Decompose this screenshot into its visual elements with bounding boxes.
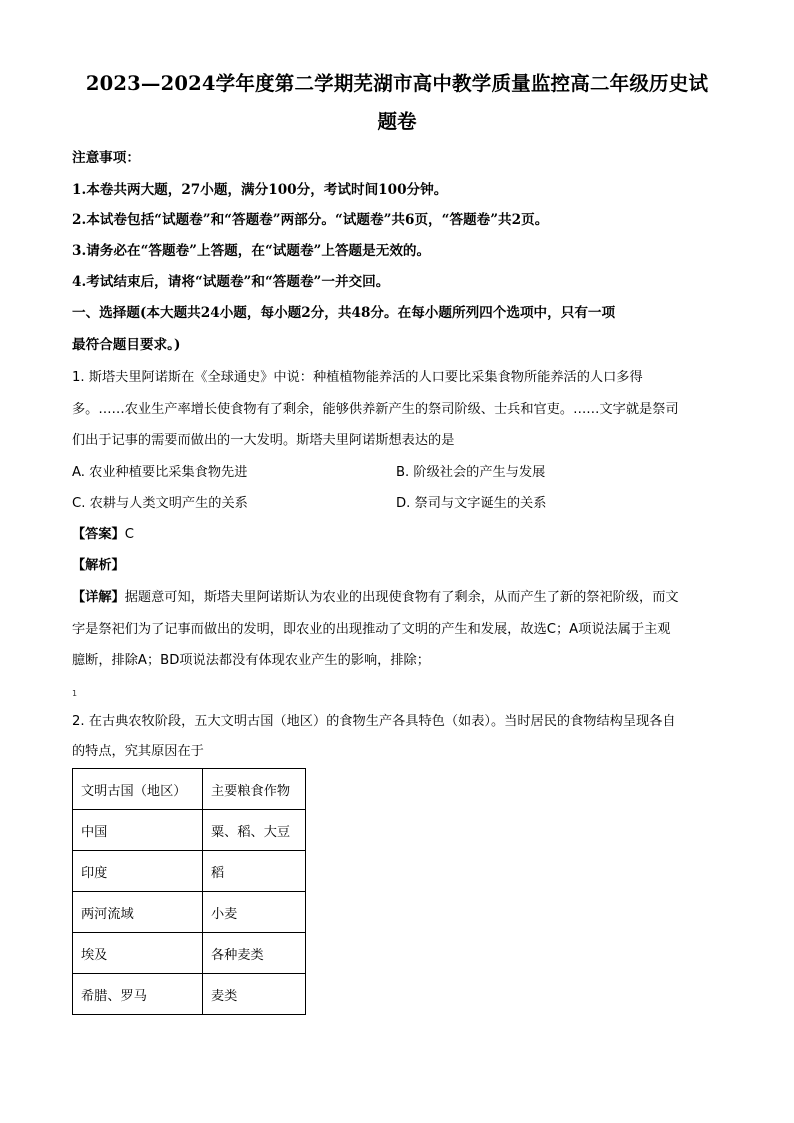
table-header-cell: 主要粮食作物 [203,769,306,810]
section1-instruction-line1: 一、选择题(本大题共24小题，每小题2分，共48分。在每小题所列四个选项中，只有一项 [72,305,616,321]
section1-instruction-line2: 最符合题目要求。) [72,337,181,353]
table-cell: 埃及 [73,933,203,974]
table-cell: 两河流域 [73,892,203,933]
table-header-row [73,769,306,810]
crop-table [72,768,306,1015]
q1-option-d: D. 祭司与文字诞生的关系 [396,496,547,511]
table-row [73,974,306,1015]
q1-option-a: A. 农业种植要比采集食物先进 [72,465,248,480]
q1-detail-line1 [72,591,679,604]
table-row [73,810,306,851]
q1-stem-line3: 们出于记事的需要而做出的一大发明。斯塔夫里阿诺斯想表达的是 [72,433,455,448]
q1-analysis [72,559,125,572]
notes-item-4: 4.考试结束后，请将“试题卷”和“答题卷”一并交回。 [72,274,390,290]
q1-detail-line2: 字是祭祀们为了记事而做出的发明，即农业的出现推动了文明的产生和发展，故选C；A项说法属于主观 [72,622,671,637]
answer-tag: 【答案】 [72,527,125,542]
notes-heading: 注意事项： [72,150,140,166]
table-row [73,851,306,892]
table-cell: 粟、稻、大豆 [203,810,306,851]
q1-option-c: C. 农耕与人类文明产生的关系 [72,496,248,511]
q1-option-b: B. 阶级社会的产生与发展 [396,465,546,480]
table-header-cell: 文明古国（地区） [73,769,203,810]
table-cell: 希腊、罗马 [73,974,203,1015]
table-row [73,892,306,933]
q2-stem-line1: 2. 在古典农牧阶段，五大文明古国（地区）的食物生产各具特色（如表）。当时居民的食物结构呈现各自 [72,714,676,729]
table-cell: 小麦 [203,892,306,933]
answer-value: C [124,527,134,542]
table-cell: 各种麦类 [203,933,306,974]
detail-text-1: 据题意可知，斯塔夫里阿诺斯认为农业的出现使食物有了剩余，从而产生了新的祭祀阶级，而文 [124,590,679,605]
page-mark: 1 [72,689,78,698]
q2-stem-line2: 的特点，究其原因在于 [72,744,204,759]
q1-stem-line1: 1. 斯塔夫里阿诺斯在《全球通史》中说：种植植物能养活的人口要比采集食物所能养活的人口多得 [72,370,643,385]
detail-tag: 【详解】 [72,590,125,605]
notes-item-3: 3.请务必在“答题卷”上答题，在“试题卷”上答题是无效的。 [72,243,431,259]
notes-item-2: 2.本试卷包括“试题卷”和“答题卷”两部分。“试题卷”共6页，“答题卷”共2页。 [72,212,549,228]
q1-detail-line3: 臆断，排除A；BD项说法都没有体现农业产生的影响，排除； [72,653,430,668]
exam-title-line2: 题卷 [377,110,417,133]
table-cell: 麦类 [203,974,306,1015]
table-row [73,933,306,974]
table-cell: 中国 [73,810,203,851]
q1-answer [72,528,134,541]
exam-title-line1: 2023—2024学年度第二学期芜湖市高中教学质量监控高二年级历史试 [85,72,709,95]
q1-stem-line2: 多。……农业生产率增长使食物有了剩余，能够供养新产生的祭司阶级、士兵和官吏。……文字就是祭司 [72,402,679,417]
notes-item-1: 1.本卷共两大题，27小题，满分100分，考试时间100分钟。 [72,182,448,198]
table-cell: 稻 [203,851,306,892]
analysis-tag: 【解析】 [72,558,125,573]
table-cell: 印度 [73,851,203,892]
